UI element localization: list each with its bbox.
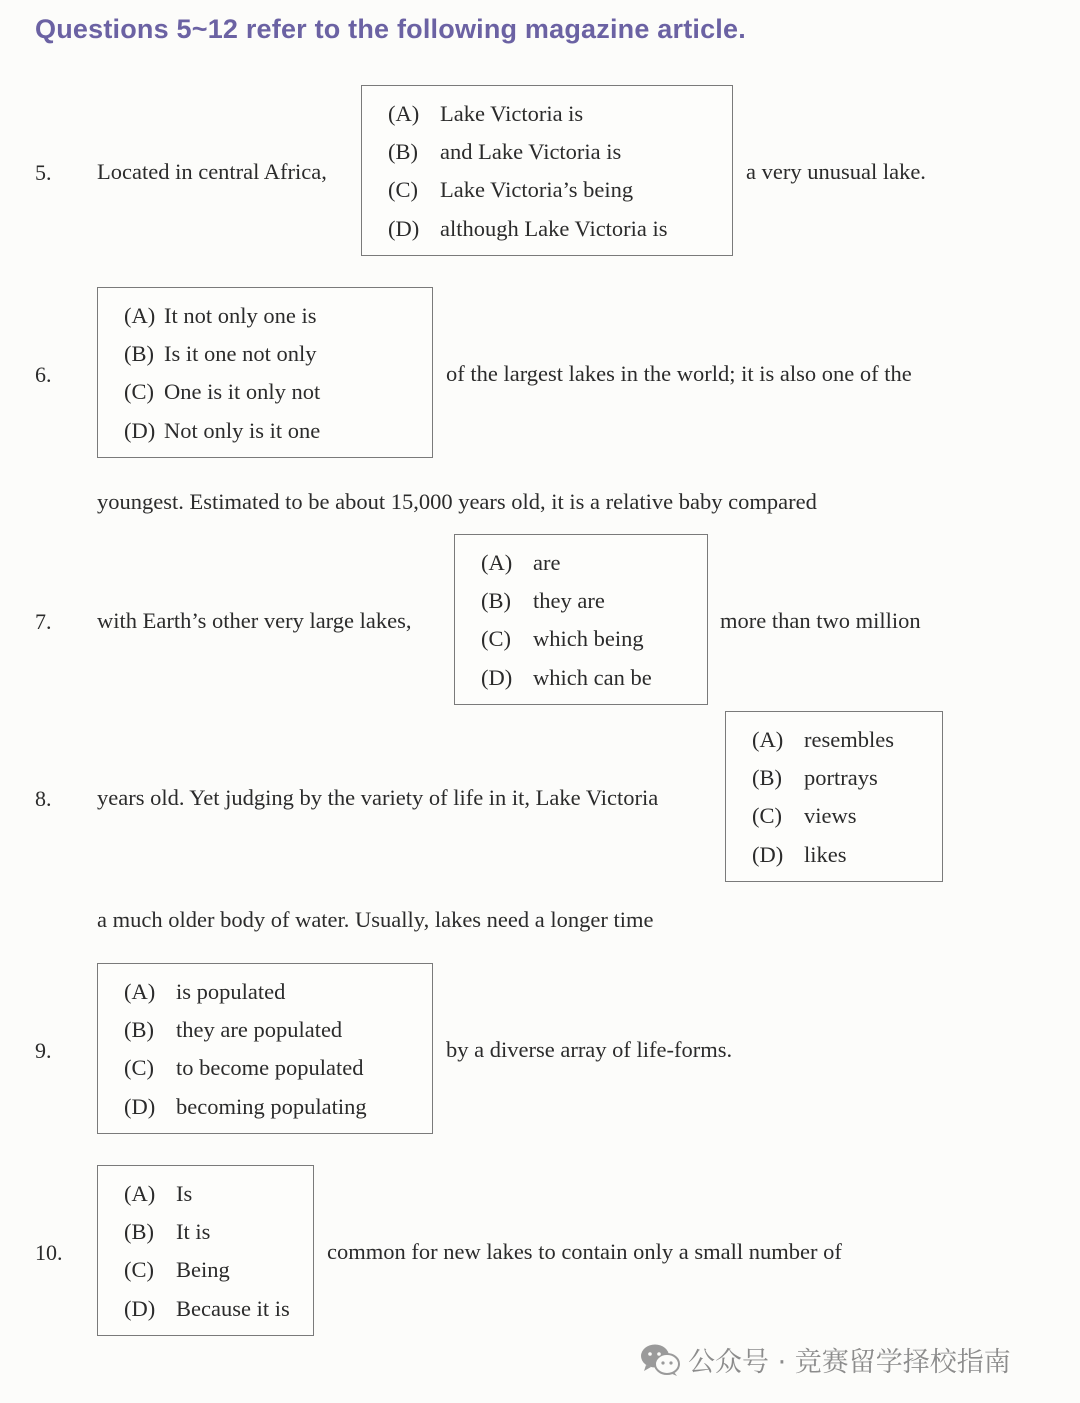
option-c[interactable]: (C) One is it only not — [124, 379, 321, 405]
passage-line: a much older body of water. Usually, lakes need a longer time — [97, 907, 654, 932]
watermark — [640, 1340, 1011, 1379]
page-heading: Questions 5~12 refer to the following magazine article. — [35, 14, 746, 44]
option-d[interactable]: (D) becoming populating — [124, 1093, 367, 1119]
question-8-options — [725, 711, 943, 882]
option-c[interactable]: (C) Lake Victoria’s being — [388, 177, 634, 203]
question-6-text-after: of the largest lakes in the world; it is also one of the — [446, 361, 912, 386]
option-b[interactable]: (B) they are populated — [124, 1017, 343, 1043]
question-7-options — [454, 534, 708, 705]
option-a[interactable]: (A) is populated — [124, 979, 286, 1004]
option-d[interactable]: (D) Not only is it one — [124, 417, 321, 443]
question-5-number: 5. — [35, 160, 52, 185]
option-a[interactable]: (A) Is — [124, 1181, 193, 1206]
question-5-options — [361, 85, 733, 256]
option-a[interactable]: (A) Lake Victoria is — [388, 101, 584, 126]
option-d[interactable]: (D) although Lake Victoria is — [388, 215, 668, 241]
option-d[interactable]: (D) likes — [752, 841, 847, 867]
question-8-number: 8. — [35, 786, 52, 811]
option-a[interactable]: (A) are — [481, 550, 561, 575]
option-d[interactable]: (D) Because it is — [124, 1295, 290, 1321]
option-b[interactable]: (B) they are — [481, 588, 605, 614]
question-6-number: 6. — [35, 362, 52, 387]
option-b[interactable]: (B) portrays — [752, 765, 878, 791]
question-10-options — [97, 1165, 314, 1336]
question-9-number: 9. — [35, 1038, 52, 1063]
question-7-text-after: more than two million — [720, 608, 921, 633]
question-5-text-after: a very unusual lake. — [746, 159, 926, 184]
question-10-number: 10. — [35, 1240, 63, 1265]
option-a[interactable]: (A) It not only one is — [124, 303, 317, 328]
option-c[interactable]: (C) to become populated — [124, 1055, 364, 1081]
question-5-text-before: Located in central Africa, — [97, 159, 327, 184]
question-10-text-after: common for new lakes to contain only a small number of — [327, 1239, 842, 1264]
question-6-options — [97, 287, 433, 458]
option-b[interactable]: (B) Is it one not only — [124, 341, 317, 367]
option-b[interactable]: (B) and Lake Victoria is — [388, 139, 622, 165]
option-b[interactable]: (B) It is — [124, 1219, 211, 1245]
question-9-options — [97, 963, 433, 1134]
option-c[interactable]: (C) Being — [124, 1257, 230, 1283]
option-d[interactable]: (D) which can be — [481, 664, 652, 690]
wechat-icon — [640, 1343, 680, 1377]
question-9-text-after: by a diverse array of life-forms. — [446, 1037, 733, 1062]
option-c[interactable]: (C) views — [752, 803, 857, 829]
question-8-text-before: years old. Yet judging by the variety of life in it, Lake Victoria — [97, 785, 659, 810]
watermark-text: 公众号 · 竞赛留学择校指南 — [688, 1347, 1011, 1378]
option-c[interactable]: (C) which being — [481, 626, 644, 652]
passage-line: youngest. Estimated to be about 15,000 years old, it is a relative baby compared — [97, 489, 817, 514]
option-a[interactable]: (A) resembles — [752, 727, 894, 752]
question-7-text-before: with Earth’s other very large lakes, — [97, 608, 412, 633]
question-7-number: 7. — [35, 609, 52, 634]
